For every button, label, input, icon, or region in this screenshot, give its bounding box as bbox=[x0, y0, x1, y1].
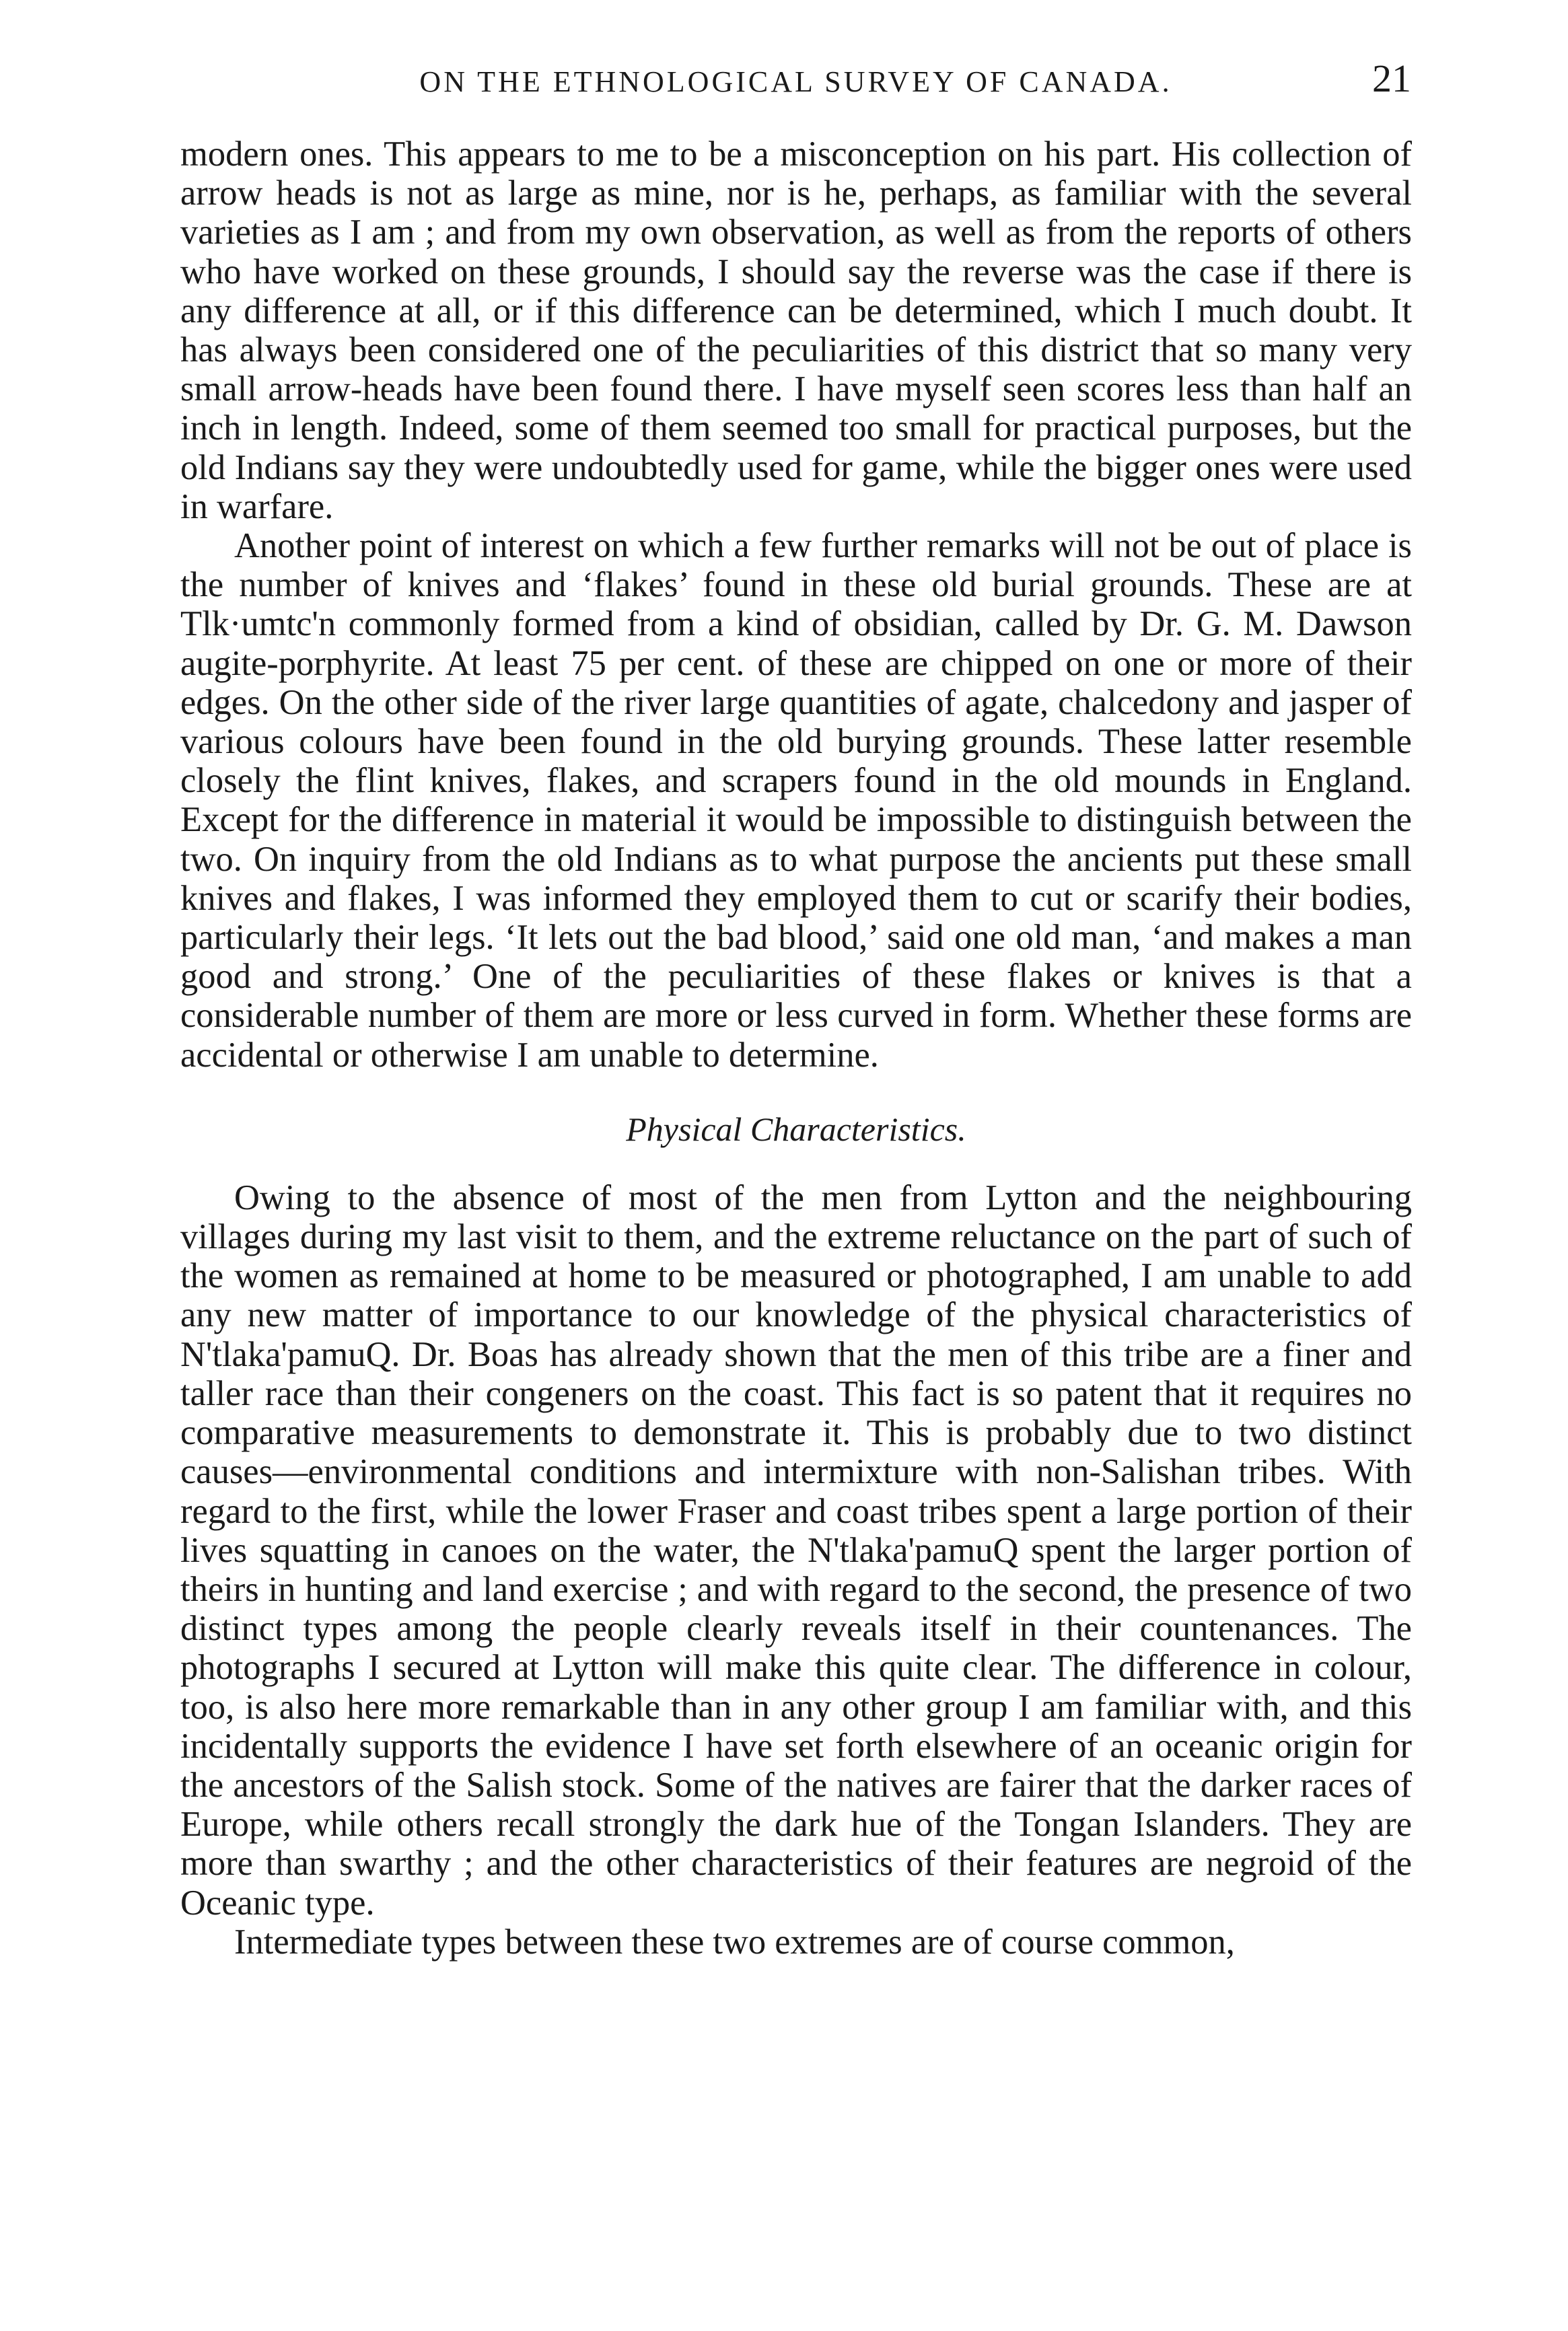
running-title: ON THE ETHNOLOGICAL SURVEY OF CANADA. bbox=[419, 65, 1172, 98]
paragraph-intermediate-types: Intermediate types between these two extremes are of course common, bbox=[234, 1922, 1235, 1962]
running-head bbox=[180, 42, 1411, 109]
body-text bbox=[180, 135, 1412, 1962]
page-number: 21 bbox=[1372, 57, 1411, 100]
section-heading: Physical Characteristics. bbox=[626, 1110, 966, 1148]
paragraph-physical-characteristics: Owing to the absence of most of the men from Lytton and the neighbouring villages during my last visit to them, and the extreme reluctance on the part of such of the women as remained at home to be measured or photographed, I am unable to add any new matter of importance to our knowledge of the physical characteristics of N'tlaka'pamuQ. Dr. Boas has already shown that the men of this tribe are a finer and taller race than their congeners on the coast. This fact is so patent that it requires no comparative measurements to demonstrate it. This is probably due to two distinct causes—environmental conditions and intermixture with non-Salishan tribes. With regard to the first, while the lower Fraser and coast tribes spent a large portion of their lives squatting in canoes on the water, the N'tlaka'pamuQ spent the larger portion of theirs in hunting and land exercise ; and with regard to the second, the presence of two distinct types among the people clearly reveals itself in their countenances. The photographs I secured at Lytton will make this quite clear. The difference in colour, too, is also here more remarkable than in any other group I am familiar with, and this incidentally supports the evidence I have set forth elsewhere of an oceanic origin for the ancestors of the Salish stock. Some of the natives are fairer that the darker races of Europe, while others recall strongly the dark hue of the Tongan Islanders. They are more than swarthy ; and the other characteristics of their features are negroid of the Oceanic type. bbox=[180, 1178, 1412, 1923]
paragraph-knives-and-flakes: Another point of interest on which a few further remarks will not be out of place is the number of knives and ‘flakes’ found in these old burial grounds. These are at Tlk·umtc'n commonly formed from a kind of obsidian, called by Dr. G. M. Dawson augite-porphyrite. At least 75 per cent. of these are chipped on one or more of their edges. On the other side of the river large quantities of agate, chalcedony and jasper of various colours have been found in the old burying grounds. These latter resemble closely the flint knives, flakes, and scrapers found in the old mounds in England. Except for the difference in material it would be impossible to distinguish between the two. On inquiry from the old Indians as to what purpose the ancients put these small knives and flakes, I was informed they employed them to cut or scarify their bodies, particularly their legs. ‘It lets out the bad blood,’ said one old man, ‘and makes a man good and strong.’ One of the peculiarities of these flakes or knives is that a considerable number of them are more or less curved in form. Whether these forms are accidental or otherwise I am unable to determine. bbox=[180, 526, 1412, 1075]
paragraph-continued: modern ones. This appears to me to be a misconception on his part. His collection of arrow heads is not as large as mine, nor is he, perhaps, as familiar with the several varieties as I am ; and from my own observation, as well as from the reports of others who have worked on these grounds, I should say the reverse was the case if there is any difference at all, or if this difference can be determined, which I much doubt. It has always been considered one of the peculiarities of this district that so many very small arrow-heads have been found there. I have myself seen scores less than half an inch in length. Indeed, some of them seemed too small for practical purposes, but the old Indians say they were undoubtedly used for game, while the bigger ones were used in warfare. bbox=[180, 135, 1412, 526]
